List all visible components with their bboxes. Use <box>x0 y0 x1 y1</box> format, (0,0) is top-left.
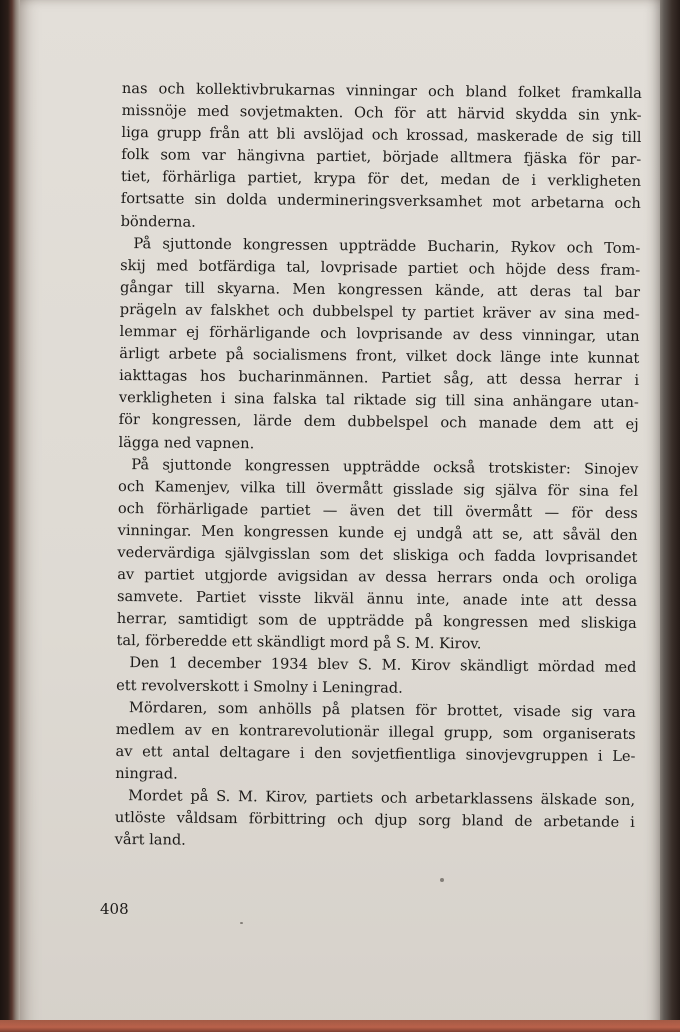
paragraph-5 <box>115 697 636 790</box>
text-line: nas och kollektivbrukarnas vinningar och bland folket framkalla <box>121 79 642 102</box>
text-line: samvete. Partiet visste likväl ännu inte, anade inte att dessa <box>116 588 638 611</box>
text-line: Mordet på S. M. Kirov, partiets och arbetarklassens älskade son, <box>128 787 636 809</box>
text-line: av ett antal deltagare i den sovjetfientliga sinovjevgruppen i Le- <box>115 742 636 765</box>
paragraph-2 <box>118 233 640 459</box>
text-line: folk som var hängivna partiet, började alltmera fjäska för par- <box>121 146 642 169</box>
text-line: ett revolverskott i Smolny i Leningrad. <box>116 676 403 697</box>
text-line: ärligt arbete på socialismens front, vilket dock länge inte kunnat <box>119 345 640 368</box>
text-line: bönderna. <box>120 212 196 231</box>
text-line: lägga ned vapnen. <box>118 433 255 452</box>
paragraph-3 <box>116 454 638 658</box>
text-line: Mördaren, som anhölls på platsen för brottet, visade sig vara <box>128 698 637 721</box>
ink-speck <box>440 878 444 882</box>
text-line: ningrad. <box>115 764 178 783</box>
text-line: och Kamenjev, vilka till övermått gisslade sig själva för sina fel <box>118 477 639 500</box>
text-line: fortsatte sin dolda undermineringsverksamhet mot arbetarna och <box>120 190 641 213</box>
text-line: liga grupp från att bli avslöjad och krossad, maskerade de sig till <box>121 124 642 147</box>
text-line: tal, förberedde ett skändligt mord på S. M. Kirov. <box>116 632 482 653</box>
text-line: lemmar ej förhärligande och lovprisande av dess vinningar, utan <box>119 323 640 346</box>
text-line: vedervärdiga självgisslan som det sliskiga och fadda lovprisandet <box>117 543 638 566</box>
text-line: prägeln av falskhet och dubbelspel ty partiet kräver av sina med- <box>119 300 640 323</box>
text-line: På sjuttonde kongressen uppträdde Bucharin, Rykov och Tom- <box>133 234 641 257</box>
body-text <box>115 78 642 856</box>
book-cover-edge <box>0 1020 680 1032</box>
text-line: utlöste våldsam förbittring och djup sorg bland de arbetande i <box>114 809 635 832</box>
text-line: gångar till skyarna. Men kongressen kände, att deras tal bar <box>119 278 641 301</box>
ink-speck <box>240 922 243 924</box>
text-line: Den 1 december 1934 blev S. M. Kirov skändligt mördad med <box>129 654 637 677</box>
paragraph-4 <box>116 652 636 701</box>
text-line: På sjuttonde kongressen uppträdde också trotskister: Sinojev <box>131 455 639 478</box>
paragraph-6 <box>115 785 636 856</box>
text-line: herrar, samtidigt som de uppträdde på kongressen med sliskiga <box>116 610 637 633</box>
text-line: vårt land. <box>114 831 186 849</box>
text-line: medlem av en kontrarevolutionär illegal grupp, som organiserats <box>115 720 636 743</box>
text-line: och förhärligade partiet — även det till övermått — för dess <box>117 499 638 522</box>
text-line: iakttagas hos bucharinmännen. Partiet såg, att dessa herrar i <box>119 367 640 390</box>
paragraph-1 <box>121 78 642 238</box>
text-line: tiet, förhärliga partiet, krypa för det, medan de i verkligheten <box>120 168 642 191</box>
text-line: av partiet utgjorde avigsidan av dessa herrars onda och oroliga <box>117 566 638 589</box>
text-line: vinningar. Men kongressen kunde ej undgå att se, att såväl den <box>117 521 638 544</box>
text-line: för kongressen, lärde dem dubbelspel och manade dem att ej <box>118 411 639 434</box>
text-line: skij med botfärdiga tal, lovprisade partiet och höjde dess fram- <box>120 256 641 279</box>
text-line: verkligheten i sina falska tal riktade sig till sina anhängare utan- <box>118 389 639 412</box>
text-line: missnöje med sovjetmakten. Och för att härvid skydda sin ynk- <box>121 102 642 125</box>
page-number: 408 <box>100 900 129 918</box>
